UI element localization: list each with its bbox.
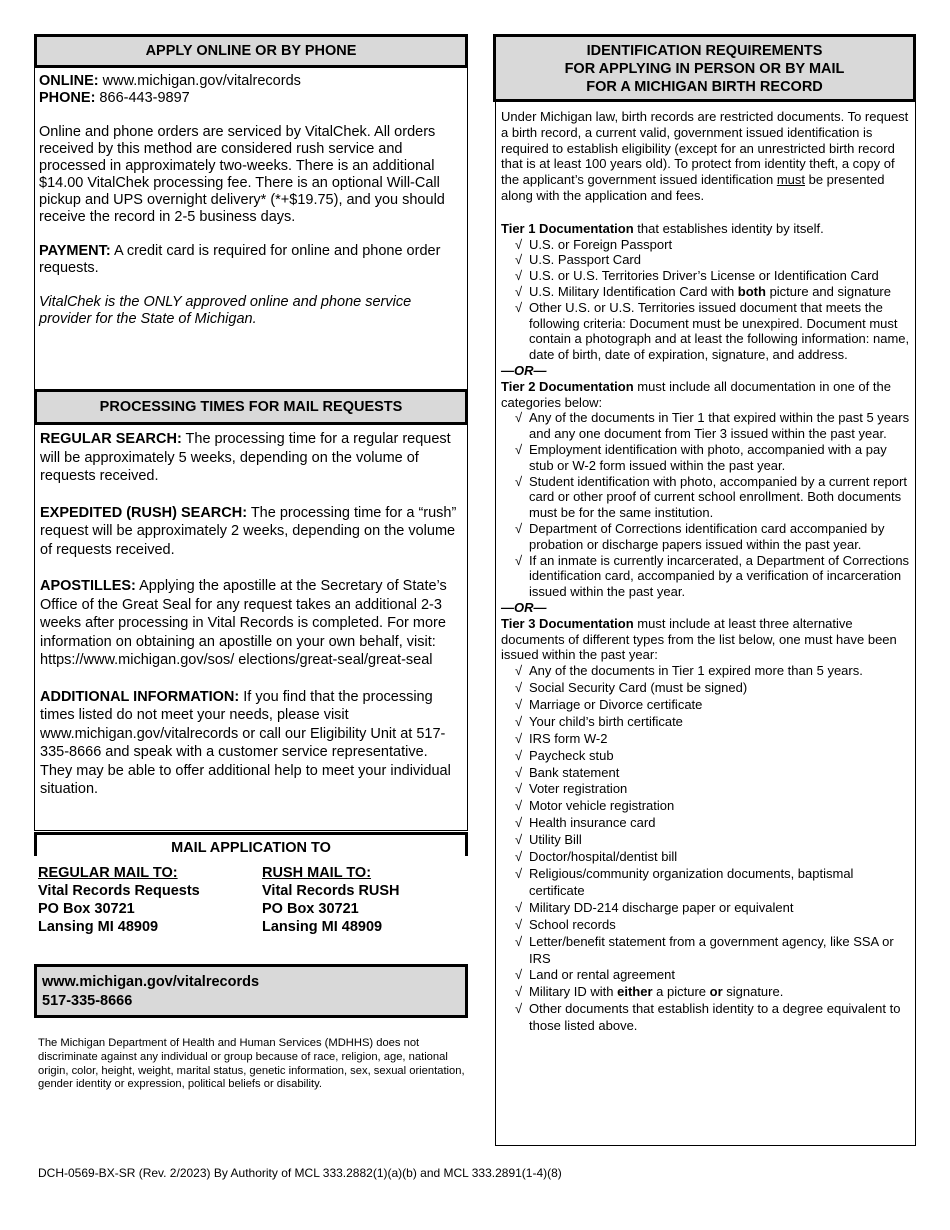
check-mark-icon: √ (515, 747, 523, 763)
check-mark-icon: √ (515, 781, 523, 797)
vitalchek-paragraph: Online and phone orders are serviced by VitalChek. All orders received by this method are considered rush service and processed in approximately two-weeks. There is an additional $14.00 VitalChek processing fee. There is an optional Will-Call pickup and UPS overnight delivery* (*+$19.75), and you should receive the record in 2-5 business days. (39, 124, 445, 225)
list-item: √ Military DD-214 discharge paper or equivalent (515, 899, 794, 915)
tier1-desc: that establishes identity by itself. (633, 220, 824, 236)
list-item: √ Utility Bill (515, 832, 582, 848)
check-mark-icon: √ (515, 967, 523, 983)
check-mark-icon: √ (515, 520, 523, 536)
list-item: √ Motor vehicle registration (515, 798, 675, 814)
phone-number: 866-443-9897 (95, 90, 190, 106)
tier2-list (501, 410, 911, 600)
expedited-search-label: EXPEDITED (RUSH) SEARCH: (40, 504, 248, 521)
vitalchek-note: VitalChek is the ONLY approved online and phone service provider for the State of Michigan. (39, 294, 412, 327)
list-item: √ Employment identification with photo, accompanied with a pay stub or W-2 form issued within the past year. (515, 441, 887, 473)
nondiscrimination-notice: The Michigan Department of Health and Human Services (MDHHS) does not discriminate against any individual or group because of race, religion, age, national origin, color, height, weight, marital status, genetic information, sex, sexual orientation, gender identity or expression, political beliefs or disability. (38, 1037, 465, 1091)
list-item: √ If an inmate is currently incarcerated, a Department of Corrections identification card, accompanied by a verification of incarceration issued within the past year. (515, 552, 910, 600)
list-item: √ Marriage or Divorce certificate (515, 696, 703, 712)
id-requirements-header (493, 34, 916, 102)
processing-header: PROCESSING TIMES FOR MAIL REQUESTS (34, 389, 468, 425)
regular-mail-line: Lansing MI 48909 (38, 919, 159, 935)
tier1-intro (501, 221, 911, 237)
intro-text: Under Michigan law, birth records are restricted documents. To request a birth record, a current valid, government issued identification is required to establish eligibility (except for an unrestricted birth record that is at least 100 years old). To protect from identity theft, a copy of the applicant’s government issued identification (501, 109, 909, 188)
id-requirements-body (501, 109, 911, 1035)
list-item: √ Student identification with photo, accompanied by a current report card or other proof of current school enrollment. Both documents must be for the same institution. (515, 473, 907, 521)
list-item: √ School records (515, 916, 616, 932)
list-item: √ IRS form W-2 (515, 730, 608, 746)
list-item: √ Other documents that establish identity to a degree equivalent to those listed above. (515, 1001, 901, 1034)
list-item: √ Land or rental agreement (515, 967, 675, 983)
processing-body (40, 430, 460, 799)
check-mark-icon: √ (515, 764, 523, 780)
form-footer: DCH-0569-BX-SR (Rev. 2/2023) By Authority of MCL 333.2882(1)(a)(b) and MCL 333.2891(1-4)(8) (38, 1166, 562, 1180)
intro-text: be presented along with the application and fees. (501, 172, 885, 203)
check-mark-icon: √ (515, 916, 523, 932)
rush-mail-line: Lansing MI 48909 (262, 919, 383, 935)
check-mark-icon: √ (515, 410, 523, 426)
list-item: √ U.S. or U.S. Territories Driver’s License or Identification Card (515, 268, 879, 284)
list-item: √ Other U.S. or U.S. Territories issued document that meets the following criteria: Document must be unexpired. Document must contain a photograph and at least the following information: name, date of birth, date of expiration, signature, and address. (515, 299, 910, 363)
check-mark-icon: √ (515, 441, 523, 457)
regular-mail-address (38, 864, 258, 936)
online-label: ONLINE: (39, 73, 99, 89)
tier2-desc: must include all documentation in one of the categories below: (501, 378, 891, 410)
contact-box (34, 964, 468, 1018)
tier1-list (501, 237, 911, 363)
list-item: √ Your child’s birth certificate (515, 713, 683, 729)
list-item: √ Religious/community organization documents, baptismal certificate (515, 865, 854, 898)
regular-mail-line: Vital Records Requests (38, 883, 200, 899)
check-mark-icon: √ (515, 552, 523, 568)
check-mark-icon: √ (515, 268, 523, 284)
list-item: √ Voter registration (515, 781, 628, 797)
regular-search-label: REGULAR SEARCH: (40, 431, 182, 447)
list-item: √ Any of the documents in Tier 1 expired more than 5 years. (515, 663, 863, 679)
tier2-title: Tier 2 Documentation (501, 378, 634, 394)
rush-mail-title: RUSH MAIL TO: (262, 865, 372, 881)
check-mark-icon: √ (515, 730, 523, 746)
check-mark-icon: √ (515, 832, 523, 848)
list-item: √ Health insurance card (515, 815, 656, 831)
payment-text: A credit card is required for online and phone order requests. (39, 243, 441, 276)
list-item: √ Military ID with either a picture or signature. (515, 984, 784, 1000)
tier3-intro (501, 616, 911, 663)
check-mark-icon: √ (515, 696, 523, 712)
check-mark-icon: √ (515, 984, 523, 1000)
regular-mail-title: REGULAR MAIL TO: (38, 865, 178, 881)
phone-label: PHONE: (39, 90, 96, 106)
check-mark-icon: √ (515, 899, 523, 915)
check-mark-icon: √ (515, 283, 523, 299)
apostilles-label: APOSTILLES: (40, 578, 136, 594)
list-item: √ Social Security Card (must be signed) (515, 680, 748, 695)
check-mark-icon: √ (515, 865, 523, 881)
or-separator: —OR— (501, 599, 547, 615)
header-line: IDENTIFICATION REQUIREMENTS (586, 43, 823, 59)
check-mark-icon: √ (515, 933, 523, 949)
intro-must: must (776, 172, 805, 188)
header-line: FOR APPLYING IN PERSON OR BY MAIL (564, 61, 845, 77)
check-mark-icon: √ (515, 236, 523, 252)
check-mark-icon: √ (515, 680, 523, 695)
additional-info-label: ADDITIONAL INFORMATION: (40, 688, 240, 705)
tier3-title: Tier 3 Documentation (501, 615, 634, 631)
check-mark-icon: √ (515, 663, 523, 679)
check-mark-icon: √ (515, 299, 523, 315)
regular-mail-line: PO Box 30721 (38, 901, 135, 917)
online-url[interactable]: www.michigan.gov/vitalrecords (98, 73, 301, 89)
check-mark-icon: √ (515, 815, 523, 831)
tier1-title: Tier 1 Documentation (501, 220, 634, 236)
list-item: √ U.S. or Foreign Passport (515, 236, 673, 252)
check-mark-icon: √ (515, 252, 523, 268)
tier2-intro (501, 379, 911, 411)
header-line: FOR A MICHIGAN BIRTH RECORD (586, 79, 823, 95)
check-mark-icon: √ (515, 713, 523, 729)
tier3-list (501, 663, 911, 1035)
regular-search-text: The processing time for a regular request will be approximately 5 weeks, depending on the volume of requests received. (40, 431, 451, 484)
check-mark-icon: √ (515, 849, 523, 865)
apply-header: APPLY ONLINE OR BY PHONE (34, 34, 468, 68)
list-item: √ Any of the documents in Tier 1 that expired within the past 5 years and any one document from Tier 3 issued within the past year. (515, 410, 910, 442)
check-mark-icon: √ (515, 1001, 523, 1017)
apostilles-text: Applying the apostille at the Secretary of State’s Office of the Great Seal for any request takes an additional 2-3 weeks after processing in Vital Records is completed. For more information on obtaining an apostille on your own behalf, visit: https://www.michigan.gov/sos/ elections/great-seal/great-seal (40, 578, 447, 668)
check-mark-icon: √ (515, 473, 523, 489)
list-item: √ Letter/benefit statement from a government agency, like SSA or IRS (515, 933, 894, 966)
contact-phone: 517-335-8666 (42, 993, 133, 1009)
check-mark-icon: √ (515, 798, 523, 814)
payment-label: PAYMENT: (39, 243, 111, 259)
contact-website[interactable]: www.michigan.gov/vitalrecords (42, 974, 260, 990)
expedited-search-text: The processing time for a “rush” request will be approximately 2 weeks, depending on the volume of requests received. (40, 504, 457, 558)
list-item: √ U.S. Passport Card (515, 252, 641, 268)
apply-body (39, 73, 461, 328)
or-separator: —OR— (501, 362, 547, 378)
mail-header: MAIL APPLICATION TO (34, 832, 468, 856)
rush-mail-line: Vital Records RUSH (262, 883, 400, 899)
list-item: √ Department of Corrections identification card accompanied by probation or discharge papers issued within the past year. (515, 520, 885, 552)
intro-paragraph (501, 109, 911, 204)
list-item: √ U.S. Military Identification Card with both picture and signature (515, 283, 891, 299)
rush-mail-address (262, 864, 462, 936)
list-item: √ Bank statement (515, 764, 620, 780)
list-item: √ Paycheck stub (515, 747, 614, 763)
additional-info-text: If you find that the processing times listed do not meet your needs, please visit www.michigan.gov/vitalrecords or call our Eligibility Unit at 517-335-8666 and speak with a customer service representative. They may be able to offer additional help to meet your individual situation. (40, 688, 451, 797)
rush-mail-line: PO Box 30721 (262, 901, 359, 917)
list-item: √ Doctor/hospital/dentist bill (515, 849, 678, 865)
tier3-desc: must include at least three alternative documents of different types from the list below, one must have been issued within the past year: (501, 615, 897, 663)
